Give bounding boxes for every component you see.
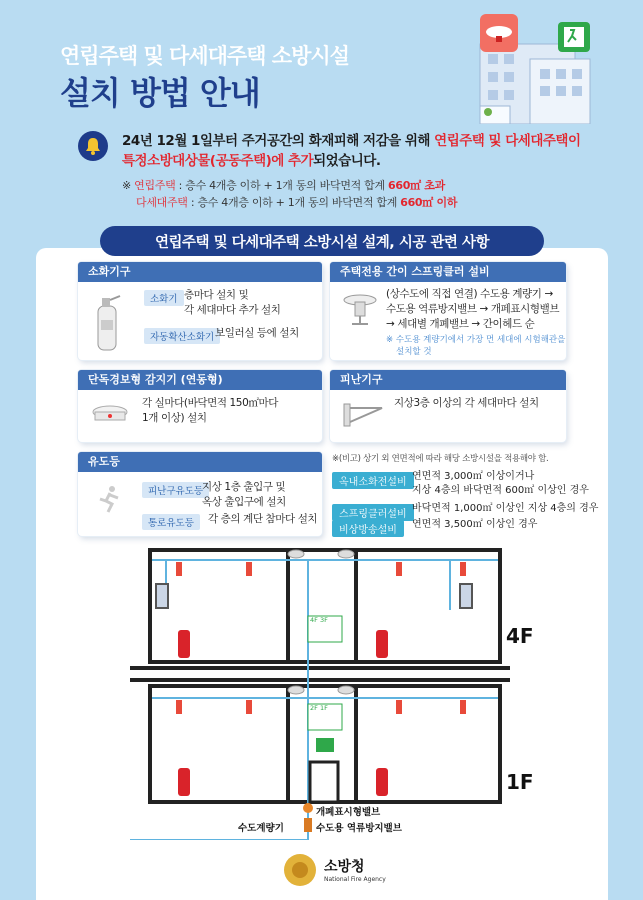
sprinkler-heading: 주택전용 간이 스프링클러 설비	[330, 262, 566, 282]
extinguisher-box	[78, 262, 322, 360]
aisle-sign-pill: 통로유도등	[142, 514, 200, 530]
exit-sign-box	[78, 452, 322, 536]
detector-text: 각 실마다(바닥면적 150㎡마다 1개 이상) 설치	[142, 397, 278, 424]
auto-extinguisher-text: 보일러실 등에 설치	[215, 327, 299, 339]
evacuation-heading: 피난기구	[330, 370, 566, 390]
exit-sign-text: 지상 1층 출입구 및 옥상 출입구에 설치	[202, 481, 286, 508]
floor-label-1f: 1F	[506, 770, 534, 794]
bell-icon	[78, 131, 108, 161]
sprinkler-text: (상수도에 직접 연결) 수도용 계량기 → 수도용 역류방지밸브 → 개페표시형밸브 → 세대별 개폐밸브 → 간이헤드 순	[386, 288, 560, 330]
sprinkler-head-icon	[340, 292, 380, 332]
remarks-note: ※(비고) 상기 외 연면적에 따라 해당 소방시설을 적용해야 함.	[332, 454, 549, 464]
extinguisher-pill: 소화기	[144, 290, 184, 306]
sprinkler-note: ※ 수도용 계량기에서 가장 먼 세대에 시험해관을 설치할 것	[386, 335, 566, 357]
title-line-2: 설치 방법 안내	[60, 74, 260, 112]
title-line-1: 연립주택 및 다세대주택 소방시설	[60, 44, 349, 68]
section-banner: 연립주택 및 다세대주택 소방시설 설계, 시공 관련 사항	[100, 226, 544, 256]
valve-label-2: 수도용 역류방지밸브	[316, 823, 402, 834]
remarks-row-2	[332, 518, 404, 537]
running-man-icon	[94, 484, 124, 514]
floor-label-4f: 4F	[506, 624, 534, 648]
remarks-text: 연면적 3,500㎡ 이상인 경우	[412, 519, 538, 530]
evacuation-device-icon	[342, 400, 386, 428]
remarks-label: 비상방송설비	[332, 520, 404, 537]
notice-text: 24년 12월 1일부터 주거공간의 화재피해 저감을 위해 연립주택 및 다세대주택이 특정소방대상물(공동주택)에 추가되었습니다.	[122, 133, 581, 169]
detector-heading: 단독경보형 감지기 (연동형)	[78, 370, 322, 390]
agency-emblem-icon	[282, 852, 318, 888]
extinguisher-text: 층마다 설치 및 각 세대마다 추가 설치	[184, 289, 281, 316]
building-illustration	[440, 14, 620, 124]
exit-sign-heading: 유도등	[78, 452, 322, 472]
fire-extinguisher-icon	[92, 292, 122, 352]
remarks-text: 연면적 3,000㎡ 이상이거나 지상 4층의 바닥면적 600㎡ 이상인 경우	[412, 471, 589, 496]
exit-sign-pill: 피난구유도등	[142, 482, 209, 498]
stair-sign-top: 4F 3F	[310, 616, 328, 624]
notice-definitions: ※ 연립주택 : 층수 4개층 이하 + 1개 동의 바닥면적 합계 660㎡ 초과 다세대주택 : 층수 4개층 이하 + 1개 동의 바닥면적 합계 660㎡ 이하	[122, 179, 458, 209]
aisle-sign-text: 각 층의 계단 참마다 설치	[208, 513, 318, 525]
evacuation-text: 지상3층 이상의 각 세대마다 설치	[394, 397, 539, 409]
agency-name: 소방청	[324, 859, 365, 875]
remarks-text: 바닥면적 1,000㎡ 이상인 지상 4층의 경우	[412, 503, 599, 514]
smoke-detector-icon	[90, 402, 130, 430]
agency-name-en: National Fire Agency	[324, 876, 386, 883]
evacuation-box	[330, 370, 566, 442]
stair-sign-bottom: 2F 1F	[310, 704, 328, 712]
sprinkler-box	[330, 262, 566, 360]
remarks-label: 스프링클러설비	[332, 504, 414, 521]
meter-label: 수도계량기	[238, 823, 284, 834]
auto-extinguisher-pill: 자동확산소화기	[144, 328, 220, 344]
extinguisher-heading: 소화기구	[78, 262, 322, 282]
detector-box	[78, 370, 322, 442]
building-diagram	[110, 540, 510, 840]
valve-label-1: 개폐표시형밸브	[316, 807, 381, 818]
remarks-label: 옥내소화전설비	[332, 472, 414, 489]
remarks-row-0	[332, 470, 414, 489]
